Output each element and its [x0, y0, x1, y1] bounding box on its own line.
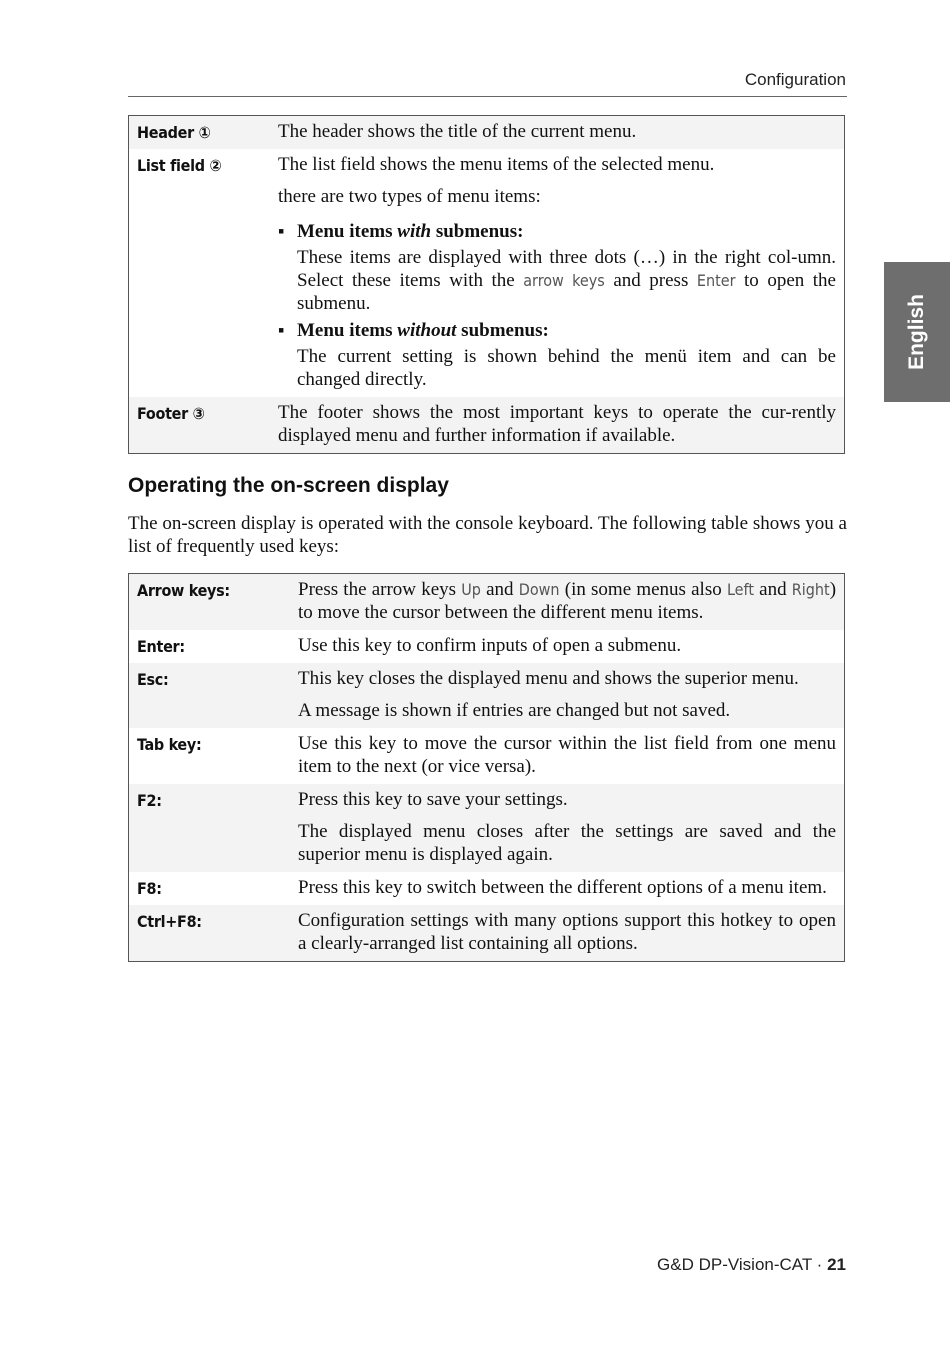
table-row: [129, 116, 844, 149]
running-head: Configuration: [744, 70, 846, 89]
description-text: This key closes the displayed menu and shows the superior menu.: [298, 668, 799, 689]
row-term: Arrow keys:: [137, 581, 230, 600]
table-row: [129, 905, 844, 961]
language-tab: [884, 262, 950, 402]
header-rule: [128, 96, 847, 97]
keys-table: [128, 573, 845, 962]
row-term: Footer ③: [137, 404, 205, 423]
description-text: Use this key to confirm inputs of open a submenu.: [298, 635, 682, 656]
description-text: The list field shows the menu items of the selected menu.: [278, 154, 715, 175]
row-description: [278, 120, 836, 143]
bullet-body: These items are displayed with three dots (…) in the right col-umn. Select these items with the arrow keys and press Enter to open the submenu.: [297, 247, 836, 314]
bullet-list: [278, 220, 836, 391]
row-term: Ctrl+F8:: [137, 912, 202, 931]
row-description: [278, 153, 836, 391]
language-tab-label: English: [905, 294, 928, 370]
description-text: Press this key to save your settings.: [298, 789, 568, 810]
table-row: [129, 663, 844, 728]
description-text: A message is shown if entries are changed but not saved.: [298, 700, 731, 721]
row-description: [298, 909, 836, 955]
description-text: Press this key to switch between the different options of a menu item.: [298, 877, 827, 898]
page-number: 21: [827, 1255, 846, 1274]
description-text: The displayed menu closes after the settings are saved and the superior menu is displayed again.: [298, 821, 836, 865]
bullet-body: The current setting is shown behind the menü item and can be changed directly.: [297, 346, 836, 390]
key-label: Enter: [696, 271, 736, 290]
bullet-title: ▪ Menu items with submenus:: [297, 221, 524, 242]
table-row: [129, 872, 844, 905]
description-text: The header shows the title of the current menu.: [278, 121, 637, 142]
footer-product: G&D DP-Vision-CAT ·: [657, 1255, 828, 1274]
row-description: [298, 876, 836, 899]
key-label: arrow keys: [523, 271, 605, 290]
row-term: Tab key:: [137, 735, 202, 754]
key-label: Up: [461, 580, 481, 599]
row-description: [298, 634, 836, 657]
section-heading: Operating the on-screen display: [128, 474, 449, 497]
key-label: Right: [791, 580, 830, 599]
row-description: [298, 578, 836, 624]
description-text: Configuration settings with many options support this hotkey to open a clearly-arranged list containing all options.: [298, 910, 836, 954]
key-label: Down: [518, 580, 560, 599]
row-description: [278, 401, 836, 447]
row-description: [298, 667, 836, 722]
description-text: Use this key to move the cursor within the list field from one menu item to the next (or vice versa).: [298, 733, 836, 777]
row-term: Esc:: [137, 670, 169, 689]
table-row: [129, 397, 844, 453]
table-row: [129, 149, 844, 397]
row-term: List field ②: [137, 156, 222, 175]
row-term: F2:: [137, 791, 162, 810]
page-footer: [657, 1255, 846, 1275]
bullet-item: [278, 220, 836, 315]
bullet-item: [278, 319, 836, 391]
row-term: Header ①: [137, 123, 211, 142]
row-term: F8:: [137, 879, 162, 898]
table-row: [129, 728, 844, 784]
row-term: Enter:: [137, 637, 185, 656]
description-text: The footer shows the most important keys to operate the cur-rently displayed menu and further information if available.: [278, 402, 836, 446]
table-row: [129, 574, 844, 630]
menu-structure-table: [128, 115, 845, 454]
key-label: Left: [726, 580, 754, 599]
row-description: [298, 788, 836, 866]
table-row: [129, 784, 844, 872]
description-text: Press the arrow keys Up and Down (in some menus also Left and Right) to move the cursor between the different menu items.: [298, 579, 837, 623]
description-text: there are two types of menu items:: [278, 186, 541, 207]
row-description: [298, 732, 836, 778]
intro-paragraph: The on-screen display is operated with the console keyboard. The following table shows you a list of frequently used keys:: [128, 513, 847, 557]
table-row: [129, 630, 844, 663]
bullet-title: ▪ Menu items without submenus:: [297, 320, 549, 341]
